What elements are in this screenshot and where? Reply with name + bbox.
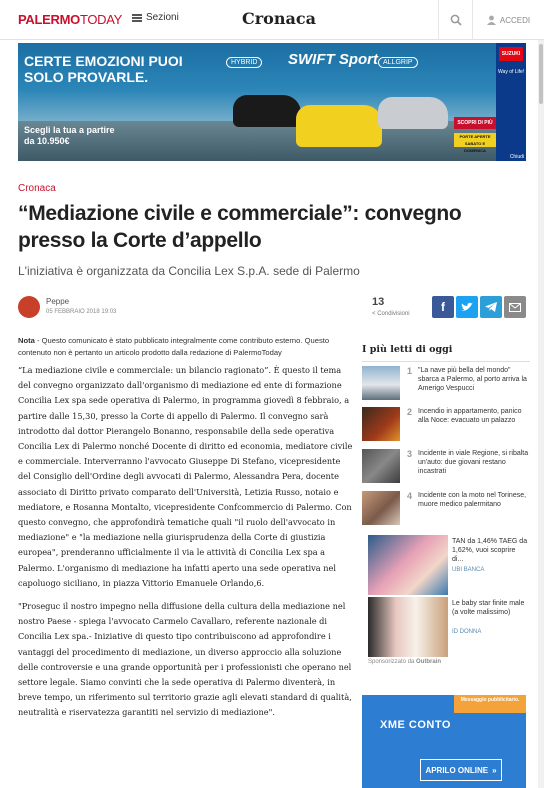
xme-conto-ad[interactable]	[362, 695, 526, 788]
sections-menu-button[interactable]: Sezioni	[132, 12, 179, 23]
sponsored-by-label[interactable]: Sponsorizzato da Outbrain	[368, 659, 442, 665]
telegram-icon	[485, 302, 497, 312]
car-image-yellow	[296, 105, 382, 147]
most-read-thumbnail	[362, 491, 400, 525]
article-date: 05 FEBBRAIO 2018 19:03	[46, 309, 117, 315]
author-name[interactable]: Peppe	[46, 297, 70, 306]
share-count-label: < Condivisioni	[372, 311, 410, 317]
chevron-right-icon: »	[492, 765, 497, 775]
most-read-item[interactable]: 3 Incidente in viale Regione, si ribalta un'auto: due giovani restano incastrati	[362, 449, 530, 485]
avatar[interactable]	[18, 296, 40, 318]
sponsored-thumbnail	[368, 597, 448, 657]
banner-allgrip-badge: ALLGRIP	[378, 57, 418, 68]
twitter-icon	[461, 302, 473, 312]
car-image-silver	[378, 97, 448, 129]
sponsored-thumbnail	[368, 535, 448, 595]
facebook-icon: f	[441, 300, 445, 314]
share-icon: <	[372, 311, 376, 317]
most-read-item[interactable]: 2 Incendio in appartamento, panico alla Noce: evacuato un palazzo	[362, 407, 530, 443]
banner-hybrid-badge: HYBRID	[226, 57, 262, 68]
most-read-thumbnail	[362, 407, 400, 441]
suzuki-logo: SUZUKI	[499, 47, 523, 61]
telegram-share-button[interactable]	[480, 296, 502, 318]
login-button[interactable]: ACCEDI	[472, 0, 544, 40]
site-logo[interactable]: PALERMOTODAY	[18, 12, 123, 27]
section-title[interactable]: Cronaca	[242, 9, 316, 28]
article-subtitle: L'iniziativa è organizzata da Concilia Lex S.p.A. sede di Palermo	[18, 264, 360, 278]
scrollbar-thumb[interactable]	[539, 44, 543, 104]
article-paragraph: “La mediazione civile e commerciale: un bilancio ragionato”. È questo il tema del convegno organizzato dall'organismo di mediazione ed ente di formazione Concilia Lex spa sede operativa di Palermo, in programma giovedì 8 febbraio, a partire dalle 15,30, presso la Corte di appello di Palermo. Il convegno sarà introdotto dal dottor Pierangelo Bonanno, responsabile della sede operativa Concilia Lex di Palermo nonché Docente di diritto ed economia, mediatore civile e commerciale. Interverranno l'avvocato Giuseppe Di Stefano, vicepresidente del Consiglio dell'Ordine degli avvocati di Palermo, Alessandra Pera, docente associato di Diritto privato comparato dell'Università, Letizia Russo, notaio e mediatore, e Rosanna Montalto, vicepresidente Confcommercio di Palermo. Con questo convegno, che approfondirà tematiche quali "il ruolo dell'avvocato in mediazione" e "la mediazione nella giurisprudenza della Corte di giustizia europea", prenderanno ufficialmente il via le attività di Concilia Lex spa a Palermo. L'organismo di mediazione ha infatti aperto una sede operativa nel capoluogo siciliano, in piazza Vittorio Emanuele Orlando,6.	[18, 365, 353, 588]
article-title: “Mediazione civile e commerciale”: convegno presso la Corte d’appello	[18, 202, 462, 252]
banner-swift-logo: SWIFT Sport	[288, 51, 378, 68]
banner-price-text: Scegli la tua a partire da 10.950€	[24, 125, 115, 146]
most-read-thumbnail	[362, 449, 400, 483]
banner-tagline: Way of Life!	[498, 69, 525, 75]
sponsored-item[interactable]: Le baby star finite male (a volte malissimo) ID DONNA	[368, 597, 528, 659]
search-button[interactable]	[438, 0, 472, 40]
user-icon	[487, 15, 496, 25]
share-count: 13	[372, 296, 385, 308]
ad-brand: XME CONTO	[380, 719, 451, 731]
most-read-heading: I più letti di oggi	[362, 344, 530, 362]
banner-headline: CERTE EMOZIONI PUOI SOLO PROVARLE.	[24, 53, 183, 85]
ad-banner[interactable]	[18, 43, 526, 161]
open-online-button[interactable]: APRILO ONLINE »	[420, 759, 502, 781]
article-paragraph: "Proseguc il nostro impegno nella diffusione della cultura della mediazione nel nostro Paese - spiega l'avvocato Carmelo Cavallaro, referente nazionale di Concilia Lex spa.- Iniziative di questo tipo contribuiscono ad approfondire i vantaggi del procedimento di mediazione, un diverso approccio alla soluzione delle controversie e una grande opportunità per i professionisti che operano nel settore legale. Siamo convinti che la sede operativa di Palermo diventerà, in breve tempo, un riferimento sul territorio grazie agli elevati standard di qualità, neutralità e riservatezza garantiti nel servizio di mediazione".	[18, 601, 352, 718]
twitter-share-button[interactable]	[456, 296, 478, 318]
most-read-item[interactable]: 4 Incidente con la moto nel Torinese, muore medico palermitano	[362, 491, 530, 527]
banner-close-button[interactable]: Chiudi	[509, 154, 524, 160]
article-body	[18, 363, 354, 729]
hamburger-icon	[132, 14, 142, 22]
article-category[interactable]: Cronaca	[18, 183, 56, 194]
sponsored-item[interactable]: TAN da 1,46% TAEG da 1,62%, vuoi scoprire di... UBI BANCA	[368, 535, 528, 597]
banner-open-days-button[interactable]: PORTE APERTE SABATO E DOMENICA	[454, 133, 496, 147]
ad-disclaimer: Messaggio pubblicitario.	[454, 695, 526, 713]
banner-cta-button[interactable]: SCOPRI DI PIÙ	[454, 117, 496, 129]
most-read-item[interactable]: 1 "La nave più bella del mondo" sbarca a Palermo, al porto arriva la Amerigo Vespucci	[362, 366, 530, 402]
scrollbar-track[interactable]	[538, 40, 544, 788]
most-read-thumbnail	[362, 366, 400, 400]
search-icon	[450, 14, 462, 26]
editorial-note: Nota - Questo comunicato è stato pubblicato integralmente come contributo esterno. Questo contenuto non è pertanto un articolo prodotto dalla redazione di PalermoToday	[18, 336, 330, 357]
facebook-share-button[interactable]	[432, 296, 454, 318]
site-header	[0, 0, 544, 40]
car-image-black	[233, 95, 301, 127]
email-share-button[interactable]	[504, 296, 526, 318]
mail-icon	[509, 303, 521, 312]
